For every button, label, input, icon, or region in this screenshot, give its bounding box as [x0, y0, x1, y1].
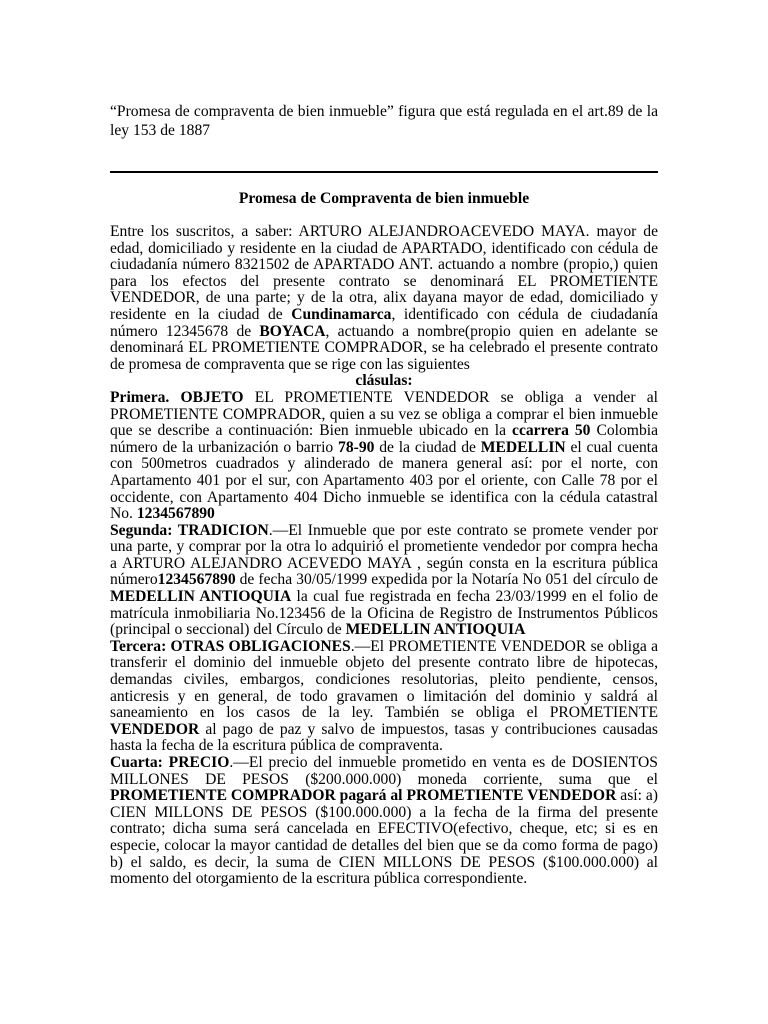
- clause-cuarta: [110, 755, 658, 888]
- text-run: Entre los suscritos, a saber: ARTURO ALEJANDROACEVEDO MAYA. mayor de edad, domiciliado y residente en la ciudad de APARTADO, identificado con cédula de ciudadanía número 8321502 de APARTADO ANT. actuando a nombre (propio,) quien para los efectos del presente contrato se denominará EL PROMETIENTE VENDEDOR, de una parte; y de la otra, alix dayana mayor de edad, domiciliado y residente en la ciudad de: [110, 223, 658, 323]
- bold-run: MEDELLIN ANTIOQUIA: [110, 588, 292, 606]
- contract-body: [110, 224, 658, 888]
- bold-run: VENDEDOR: [110, 720, 200, 738]
- clauses-heading: [110, 373, 658, 390]
- text-run: la cual fue registrada en fecha 23/03/1999 en el folio de matrícula inmobiliaria No.123456 de la Oficina de Registro de Instrumentos Públicos (principal o seccional) del Círculo de: [110, 588, 658, 639]
- bold-run: PROMETIENTE COMPRADOR pagará al PROMETIENTE VENDEDOR: [110, 787, 617, 805]
- clause-primera: [110, 390, 658, 523]
- bold-run: ccarrera 50: [512, 422, 591, 440]
- bold-run: 78-90: [338, 438, 375, 456]
- bold-run: BOYACA: [259, 322, 326, 340]
- text-run: de la ciudad de: [374, 438, 481, 456]
- preamble-paragraph: [110, 224, 658, 373]
- text-run: .—El precio del inmueble prometido en venta es de DOSIENTOS MILLONES DE PESOS ($200.000.000) moneda corriente, suma que el: [110, 754, 658, 788]
- bold-run: 1234567890: [136, 505, 215, 523]
- text-run: así: a) CIEN MILLONS DE PESOS ($100.000.000) a la fecha de la firma del presente contrato; dicha suma será cancelada en EFECTIVO(efectivo, cheque, etc; si es en especie, colocar la mayor cantidad de detalles del bien que se da como forma de pago) b) el saldo, es decir, la suma de CIEN MILLONS DE PESOS ($100.000.000) al momento del otorgamiento de la escritura pública correspondiente.: [110, 787, 658, 888]
- bold-run: Primera. OBJETO: [110, 388, 244, 406]
- text-run: al pago de paz y salvo de impuestos, tasas y contribuciones causadas hasta la fecha de la escritura pública de compraventa.: [110, 720, 658, 755]
- horizontal-rule: [110, 171, 658, 173]
- text-run: .—El Inmueble que por este contrato se promete vender por una parte, y comprar por la otra lo adquirió el prometiente vendedor por compra hecha a ARTURO ALEJANDRO ACEVEDO MAYA , según consta en la escritura pública número: [110, 521, 658, 589]
- bold-run: 1234567890: [157, 571, 236, 589]
- text-run: , identificado con cédula de ciudadanía número 12345678 de: [110, 305, 658, 340]
- text-run: Colombia número de la urbanización o barrio: [110, 422, 658, 456]
- clause-segunda: [110, 523, 658, 639]
- bold-run: Cuarta: PRECIO: [110, 754, 230, 771]
- bold-run: MEDELLIN ANTIOQUIA: [345, 621, 526, 639]
- text-run: el cual cuenta con 500metros cuadrados y alinderado de manera general así: por el norte, con Apartamento 401 por el sur, con Apartamento 403 por el oriente, con Calle 78 por el occidente, con Apartamento 404 Dicho inmueble se identifica con la cédula catastral No.: [110, 438, 658, 523]
- bold-run: Cundinamarca: [291, 305, 392, 323]
- bold-run: Tercera: OTRAS OBLIGACIONES: [110, 637, 351, 655]
- clause-tercera: [110, 639, 658, 755]
- intro-text: “Promesa de compraventa de bien inmueble” figura que está regulada en el art.89 de la ley 153 de 1887: [110, 103, 658, 139]
- text-run: .—El PROMETIENTE VENDEDOR se obliga a transferir el dominio del inmueble objeto del presente contrato libre de hipotecas, demandas civiles, embargos, condiciones resolutorias, pleito pendiente, censos, anticresis y en general, de todo gravamen o limitación del dominio y saldrá al saneamiento en los casos de la ley. También se obliga el PROMETIENTE: [110, 637, 658, 722]
- text-run: , actuando a nombre(propio quien en adelante se denominará EL PROMETIENTE COMPRADOR, se ha celebrado el presente contrato de promesa de compraventa que se rige con las siguientes: [110, 322, 658, 373]
- bold-run: Segunda: TRADICION: [110, 521, 269, 539]
- bold-run: clásulas:: [355, 372, 413, 390]
- bold-run: MEDELLIN: [480, 438, 566, 456]
- text-run: de fecha 30/05/1999 expedida por la Notaría No 051 del círculo de: [235, 571, 658, 589]
- document-title: Promesa de Compraventa de bien inmueble: [238, 190, 530, 207]
- text-run: EL PROMETIENTE VENDEDOR se obliga a vender al PROMETIENTE COMPRADOR, quien a su vez se obliga a comprar el bien inmueble que se describe a continuación: Bien inmueble ubicado en la: [110, 388, 658, 440]
